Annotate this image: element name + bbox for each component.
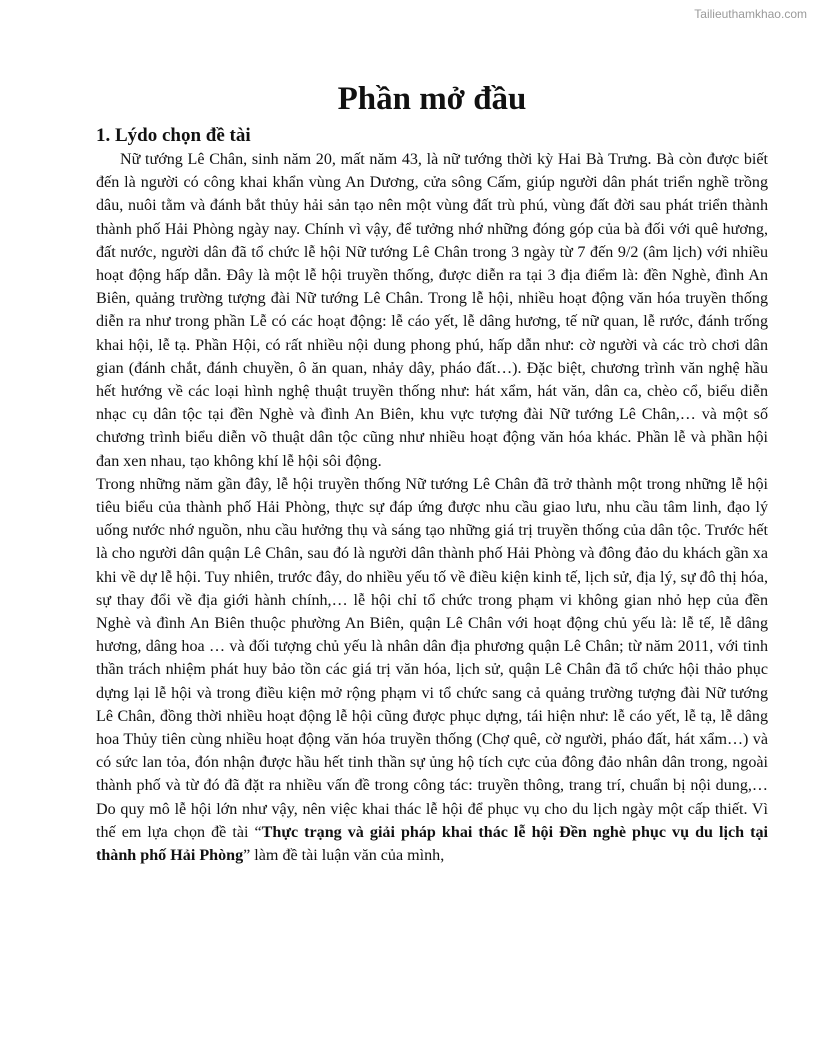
document-page: [96, 76, 768, 867]
paragraph-rationale-text: Trong những năm gần đây, lễ hội truyền thống Nữ tướng Lê Chân đã trở thành một trong những lễ hội tiêu biểu của thành phố Hải Phòng, thực sự đáp ứng được nhu cầu giao lưu, nhu cầu tâm linh, đạo lý uống nước nhớ nguồn, nhu cầu hưởng thụ và sáng tạo những giá trị truyền thống của dân tộc. Trước hết là cho người dân quận Lê Chân, sau đó là người dân thành phố Hải Phòng và đông đảo du khách gần xa khi về dự lễ hội. Tuy nhiên, trước đây, do nhiều yếu tố về điều kiện kinh tế, lịch sử, địa lý, sự đô thị hóa, sự thay đổi về địa giới hành chính,… lễ hội chỉ tổ chức trong phạm vi không gian nhỏ hẹp của đền Nghè và đình An Biên thuộc phường An Biên, quận Lê Chân với hoạt động chủ yếu là: lễ tế, lễ dâng hương, dâng hoa … và đối tượng chủ yếu là nhân dân địa phương quận Lê Chân; từ năm 2011, với tinh thần trách nhiệm phát huy bảo tồn các giá trị văn hóa, lịch sử, quận Lê Chân đã tổ chức hội thảo phục dựng lại lễ hội và trong điều kiện mở rộng phạm vi tổ chức sang cả quảng trường tượng đài Nữ tướng Lê Chân, đồng thời nhiều hoạt động lễ hội cũng được phục dựng, tái hiện như: lễ cáo yết, lễ tạ, lễ dâng hoa Thủy tiên cùng nhiều hoạt động văn hóa truyền thống (Chợ quê, cờ người, pháo đất, hát xẩm…) và có sức lan tỏa, đón nhận được hầu hết tinh thần sự ủng hộ tích cực của đông đảo nhân dân trong, ngoài thành phố và từ đó đã đặt ra nhiều vấn đề trong công tác: truyền thông, trang trí, chuẩn bị nội dung,… Do quy mô lễ hội lớn như vậy, nên việc khai thác lễ hội để phục vụ cho du lịch ngày một cấp thiết. Vì thế em lựa chọn đề tài “: [96, 475, 768, 841]
page-title: Phần mở đầu: [337, 81, 527, 117]
paragraph-rationale: [96, 473, 768, 867]
paragraph-intro: Nữ tướng Lê Chân, sinh năm 20, mất năm 43, là nữ tướng thời kỳ Hai Bà Trưng. Bà còn được biết đến là người có công khai khẩn vùng An Dương, cửa sông Cấm, giúp người dân phát triển nghề trồng dâu, nuôi tằm và đánh bắt thủy hải sản tạo nên một vùng đất trù phú, vùng đất đời sau phát triển thành thành phố Hải Phòng ngày nay. Chính vì vậy, để tưởng nhớ những đóng góp của bà đối với quê hương, đất nước, người dân đã tổ chức lễ hội Nữ tướng Lê Chân trong 3 ngày từ 7 đến 9/2 (âm lịch) với nhiều hoạt động hấp dẫn. Đây là một lễ hội truyền thống, được diễn ra tại 3 địa điểm là: đền Nghè, đình An Biên, quảng trường tượng đài Nữ tướng Lê Chân. Trong lễ hội, nhiều hoạt động văn hóa truyền thống diễn ra như trong phần Lễ có các hoạt động: lễ cáo yết, lễ dâng hương, tế nữ quan, lễ rước, đánh trống khai hội, lễ tạ. Phần Hội, có rất nhiều nội dung phong phú, hấp dẫn như: cờ người và các trò chơi dân gian (đánh chắt, đánh chuyền, ô ăn quan, nhảy dây, pháo đất…). Đặc biệt, chương trình văn nghệ hầu hết hướng về các loại hình nghệ thuật truyền thống như: hát xẩm, hát văn, dân ca, chèo cổ, biểu diễn nhạc cụ dân tộc tại đền Nghè và đình An Biên, khu vực tượng đài Nữ tướng Lê Chân,… và một số chương trình biểu diễn võ thuật dân tộc cũng như nhiều hoạt động văn hóa khác. Phần lễ và phần hội đan xen nhau, tạo không khí lễ hội sôi động.: [96, 151, 768, 470]
paragraph-rationale-end: ” làm đề tài luận văn của mình,: [243, 847, 445, 865]
thesis-title: Thực trạng và giải pháp khai thác lễ hội Đền nghè phục vụ du lịch tại thành phố Hải Phòng: [96, 823, 768, 865]
watermark-text: Tailieuthamkhao.com: [694, 7, 807, 21]
section-heading: 1. Lýdo chọn đề tài: [96, 125, 251, 146]
